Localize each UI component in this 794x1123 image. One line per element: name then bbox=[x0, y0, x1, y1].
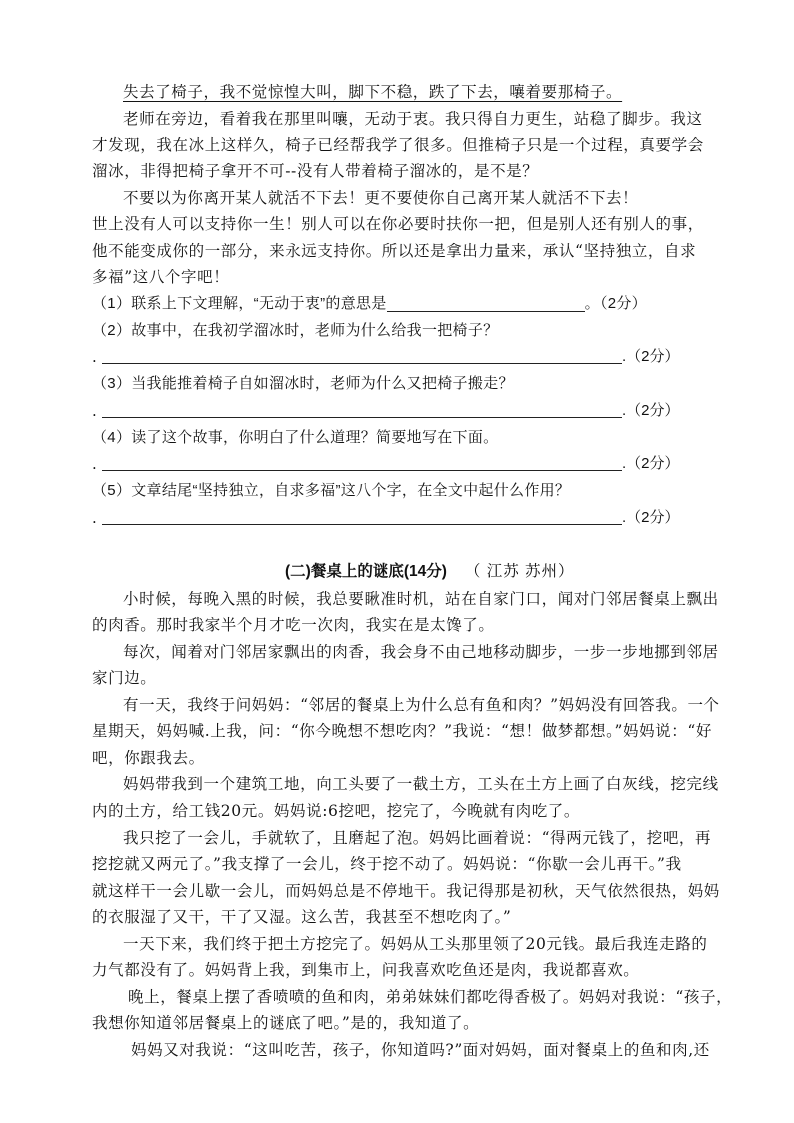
passage2-line-15: 力气都没有了。妈妈背上我，到集市上，问我喜欢吃鱼还是肉，我说都喜欢。 bbox=[92, 961, 640, 979]
passage2-line-16: 晚上，餐桌上摆了香喷喷的鱼和肉，弟弟妹妹们都吃得香极了。妈妈对我说：“孩子， bbox=[128, 988, 733, 1006]
passage2-line-10: 我只挖了一会儿，手就软了，且磨起了泡。妈妈比画着说：“得两元钱了，挖吧，再 bbox=[123, 829, 712, 847]
passage1-line-8: 多福”这八个字吧！ bbox=[92, 268, 230, 286]
question-5: （5）文章结尾“坚持独立，自求多福”这八个字，在全文中起什么作用？ bbox=[92, 482, 571, 499]
passage2-line-2: 的肉香。那时我家半个月才吃一次肉，我实在是太馋了。 bbox=[92, 616, 495, 634]
passage2-line-17: 我想你知道邻居餐桌上的谜底了吧。”是的，我知道了。 bbox=[92, 1014, 480, 1032]
passage1-line-3: 才发现，我在冰上这样久，椅子已经帮我学了很多。但推椅子只是一个过程，真要学会 bbox=[92, 136, 704, 154]
passage1-line-5: 不要以为你离开某人就活不下去！更不要使你自己离开某人就活不下去！ bbox=[123, 189, 639, 207]
answer-line-5[interactable]: . .（2分） bbox=[92, 509, 680, 527]
passage2-line-18: 妈妈又对我说：“这叫吃苦，孩子，你知道吗?”面对妈妈，面对餐桌上的鱼和肉,还 bbox=[131, 1041, 710, 1059]
passage2-line-9: 内的土方，给工钱20元。妈妈说:6挖吧，挖完了，今晚就有肉吃了。 bbox=[92, 802, 581, 820]
passage2-line-3: 每次，闻着对门邻居家飘出的肉香，我会身不由己地移动脚步，一步一步地挪到邻居 bbox=[123, 643, 719, 661]
passage1-line-2: 老师在旁边，看着我在那里叫嚷，无动于衷。我只得自力更生，站稳了脚步。我这 bbox=[123, 110, 703, 128]
section-2-title-text: (二)餐桌上的谜底(14分) bbox=[285, 563, 447, 580]
passage2-line-14: 一天下来，我们终于把土方挖完了。妈妈从工头那里领了20元钱。最后我连走路的 bbox=[123, 935, 708, 953]
question-3: （3）当我能推着椅子自如溜冰时，老师为什么又把椅子搬走？ bbox=[92, 375, 514, 392]
answer-blank-1[interactable] bbox=[387, 293, 585, 312]
passage1-line-1: 失去了椅子，我不觉惊惶大叫，脚下不稳，跌了下去，嚷着要那椅子。 bbox=[123, 83, 623, 101]
passage2-line-12: 就这样干一会儿歇一会儿，而妈妈总是不停地干。我记得那是初秋，天气依然很热，妈妈 bbox=[92, 882, 720, 900]
passage2-line-4: 家门边。 bbox=[92, 669, 157, 687]
answer-line-3[interactable]: . .（2分） bbox=[92, 402, 680, 420]
passage2-line-5: 有一天，我终于问妈妈：“邻居的餐桌上为什么总有鱼和肉？”妈妈没有回答我。一个 bbox=[123, 696, 720, 714]
question-1: （1）联系上下文理解，“无动于衷”的意思是 。（2分） bbox=[92, 295, 647, 312]
passage2-line-8: 妈妈带我到一个建筑工地，向工头要了一截土方，工头在土方上画了白灰线，挖完线 bbox=[123, 775, 719, 793]
passage1-line-6: 世上没有人可以支持你一生！别人可以在你必要时扶你一把，但是别人还有别人的事， bbox=[92, 215, 704, 233]
passage2-line-13: 的衣服湿了又干，干了又湿。这么苦，我甚至不想吃肉了。” bbox=[92, 908, 512, 926]
passage1-line-7: 他不能变成你的一部分，来永远支持你。所以还是拿出力量来，承认“坚持独立，自求 bbox=[92, 242, 697, 260]
passage1-line-4: 溜冰，非得把椅子拿开不可--没有人带着椅子溜冰的，是不是？ bbox=[92, 162, 539, 180]
passage2-line-6: 星期天，妈妈喊.上我，问：“你今晚想不想吃肉？”我说：“想！做梦都想。”妈妈说：“好 bbox=[92, 722, 712, 740]
passage2-line-11: 挖挖就又两元了。”我支撑了一会儿，终于挖不动了。妈妈说：“你歇一会儿再干。”我 bbox=[92, 855, 682, 873]
answer-line-2[interactable]: . .（2分） bbox=[92, 348, 680, 366]
answer-line-4[interactable]: . .（2分） bbox=[92, 455, 680, 473]
question-2: （2）故事中，在我初学溜冰时，老师为什么给我一把椅子？ bbox=[92, 322, 499, 339]
section-2-title bbox=[285, 559, 575, 585]
question-4: （4）读了这个故事，你明白了什么道理？简要地写在下面。 bbox=[92, 429, 499, 446]
section-2-source: （ 江苏 苏州） bbox=[464, 563, 575, 580]
passage2-line-1: 小时候，每晚入黑的时候，我总要瞅准时机，站在自家门口，闻对门邻居餐桌上飘出 bbox=[123, 590, 719, 608]
passage2-line-7: 吧，你跟我去。 bbox=[92, 749, 205, 767]
